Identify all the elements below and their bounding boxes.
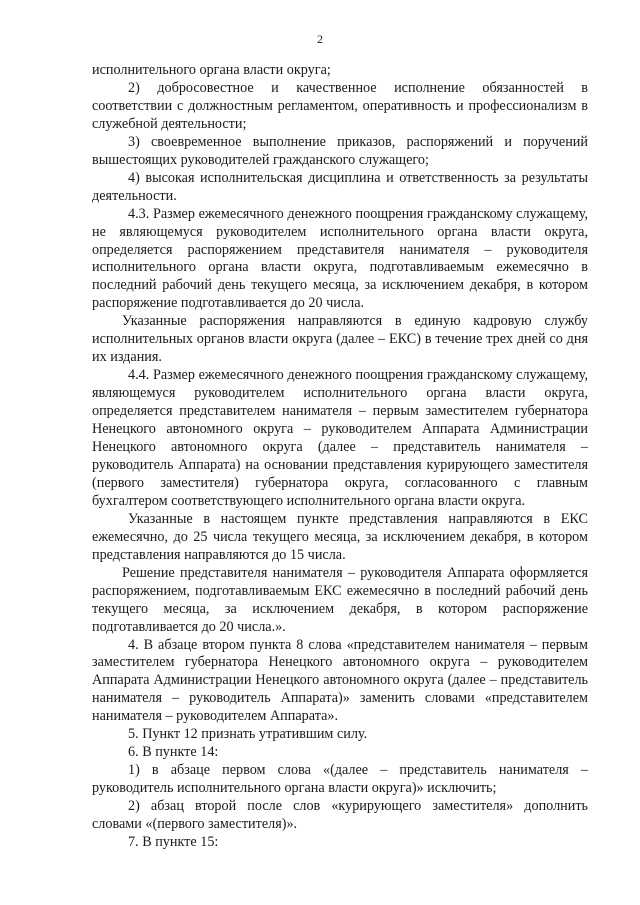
paragraph: 4. В абзаце втором пункта 8 слова «представителем нанимателя – первым заместителем губернатора Ненецкого автономного округа – руководителем Аппарата Администрации Ненецкого автономного округа (далее – представитель нанимателя – руководитель Аппарата)» заменить словами «представителем нанимателя – руководителем Аппарата». (92, 636, 588, 725)
paragraph: 2) добросовестное и качественное исполнение обязанностей в соответствии с должностным регламентом, оперативность и профессионализм в служебной деятельности; (92, 79, 588, 132)
paragraph: исполнительного органа власти округа; (92, 62, 331, 78)
document-body (92, 62, 588, 852)
paragraph: 1) в абзаце первом слова «(далее – представитель нанимателя – руководитель исполнительного органа власти округа)» исключить; (92, 762, 588, 797)
paragraph: 4.3. Размер ежемесячного денежного поощрения гражданскому служащему, не являющемуся руководителем исполнительного органа власти округа, определяется распоряжением представителя нанимателя – руководителя исполнительного органа власти округа, подготавливаемым ежемесячно в последний рабочий день текущего месяца, за исключением декабря, в котором распоряжение подготавливается до 20 числа. (92, 205, 588, 312)
paragraph: 4) высокая исполнительская дисциплина и ответственность за результаты деятельности. (92, 169, 588, 204)
paragraph: 3) своевременное выполнение приказов, распоряжений и поручений вышестоящих руководителей гражданского служащего; (92, 133, 588, 168)
page-number: 2 (317, 32, 323, 46)
paragraph: 2) абзац второй после слов «курирующего заместителя» дополнить словами «(первого заместителя)». (92, 798, 588, 833)
paragraph: 5. Пункт 12 признать утратившим силу. (128, 726, 368, 743)
paragraph: Решение представителя нанимателя – руководителя Аппарата оформляется распоряжением, подготавливаемым ЕКС ежемесячно в последний рабочий день текущего месяца, за исключением декабря, в котором распоряжение подготавливается до 20 числа.». (92, 564, 588, 635)
paragraph: Указанные распоряжения направляются в единую кадровую службу исполнительных органов власти округа (далее – ЕКС) в течение трех дней со дня их издания. (92, 313, 588, 366)
paragraph: 4.4. Размер ежемесячного денежного поощрения гражданскому служащему, являющемуся руководителем исполнительного органа власти округа, определяется представителем нанимателя – первым заместителем губернатора Ненецкого автономного округа – руководителем Аппарата Администрации Ненецкого автономного округа (далее – представитель нанимателя – руководитель Аппарата) на основании представления курирующего заместителя (первого заместителя) губернатора округа, согласованного с главным бухгалтером соответствующего исполнительного органа власти округа. (92, 367, 588, 509)
paragraph: Указанные в настоящем пункте представления направляются в ЕКС ежемесячно, до 25 числа текущего месяца, за исключением декабря, в котором представления направляются до 15 числа. (92, 510, 588, 563)
paragraph: 6. В пункте 14: (128, 744, 219, 761)
paragraph: 7. В пункте 15: (128, 833, 219, 850)
